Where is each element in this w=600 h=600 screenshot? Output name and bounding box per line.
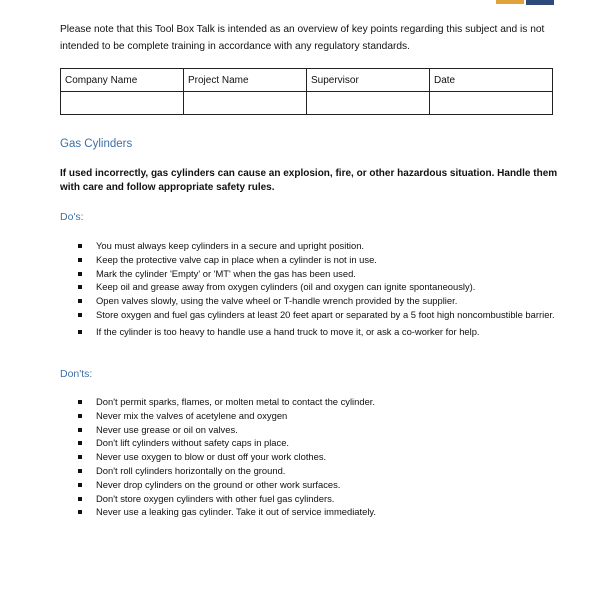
date-cell[interactable] [430, 92, 553, 115]
dos-item-text: You must always keep cylinders in a secure and upright position. [96, 240, 365, 251]
info-table-value-row [61, 92, 553, 115]
supervisor-cell[interactable] [307, 92, 430, 115]
bullet-icon [78, 428, 82, 432]
donts-list-item [78, 395, 573, 409]
dos-list-item [78, 267, 573, 281]
company-name-header: Company Name [61, 69, 184, 92]
dos-list [78, 239, 573, 339]
info-table-header-row [61, 69, 553, 92]
donts-list-item [78, 464, 573, 478]
dos-list-item [78, 325, 573, 339]
logo-orange-segment [496, 0, 524, 4]
bullet-icon [78, 285, 82, 289]
bullet-icon [78, 272, 82, 276]
bullet-icon [78, 441, 82, 445]
bullet-icon [78, 313, 82, 317]
dos-list-item [78, 239, 573, 253]
dos-list-item [78, 280, 573, 294]
bullet-icon [78, 244, 82, 248]
donts-list-item [78, 478, 573, 492]
bullet-icon [78, 414, 82, 418]
dos-item-text: Open valves slowly, using the valve wheel or T-handle wrench provided by the supplier. [96, 295, 458, 307]
project-name-cell[interactable] [184, 92, 307, 115]
logo-navy-segment [526, 0, 554, 5]
dos-item-text: Keep the protective valve cap in place when a cylinder is not in use. [96, 253, 377, 265]
bullet-icon [78, 400, 82, 404]
donts-list-item [78, 450, 573, 464]
dos-item-text: Mark the cylinder 'Empty' or 'MT' when the gas has been used. [96, 267, 356, 279]
intro-paragraph: If used incorrectly, gas cylinders can cause an explosion, fire, or other hazardous situation. Handle them with care and follow appropriate safety rules. [60, 168, 558, 193]
section-title: Gas Cylinders [60, 138, 133, 150]
donts-item-text: Don't lift cylinders without safety caps in place. [96, 437, 290, 449]
dos-item-text: If the cylinder is too heavy to handle use a hand truck to move it, or ask a co-worker for help. [96, 325, 480, 337]
donts-item-text: Never use oxygen to blow or dust off your work clothes. [96, 451, 327, 463]
bullet-icon [78, 258, 82, 262]
donts-list [78, 395, 573, 519]
bullet-icon [78, 510, 82, 514]
donts-list-item [78, 409, 573, 423]
company-logo [496, 0, 554, 6]
donts-item-text: Don't store oxygen cylinders with other fuel gas cylinders. [96, 492, 335, 504]
supervisor-header: Supervisor [307, 69, 430, 92]
donts-item-text: Never mix the valves of acetylene and oxygen [96, 409, 288, 421]
dos-list-item [78, 253, 573, 267]
donts-item-text: Never drop cylinders on the ground or other work surfaces. [96, 478, 341, 490]
bullet-icon [78, 469, 82, 473]
donts-item-text: Never use a leaking gas cylinder. Take it out of service immediately. [96, 506, 376, 518]
disclaimer-notice: Please note that this Tool Box Talk is intended as an overview of key points regarding this subject and is not intended to be complete training in accordance with any regulatory standards. [60, 24, 545, 52]
bullet-icon [78, 497, 82, 501]
dos-item-text: Store oxygen and fuel gas cylinders at least 20 feet apart or separated by a 5 foot high noncombustible barrier. [96, 308, 555, 320]
bullet-icon [78, 455, 82, 459]
bullet-icon [78, 330, 82, 334]
bullet-icon [78, 299, 82, 303]
donts-heading: Don'ts: [60, 368, 93, 380]
donts-list-item [78, 436, 573, 450]
bullet-icon [78, 483, 82, 487]
donts-list-item [78, 505, 573, 519]
dos-list-item [78, 294, 573, 308]
donts-list-item [78, 492, 573, 506]
dos-item-text: Keep oil and grease away from oxygen cylinders (oil and oxygen can ignite spontaneously). [96, 281, 476, 293]
dos-list-item [78, 308, 573, 322]
company-name-cell[interactable] [61, 92, 184, 115]
project-name-header: Project Name [184, 69, 307, 92]
donts-item-text: Never use grease or oil on valves. [96, 423, 238, 435]
donts-list-item [78, 423, 573, 437]
project-info-table [60, 68, 553, 115]
dos-heading: Do's: [60, 211, 84, 223]
date-header: Date [430, 69, 553, 92]
donts-item-text: Don't roll cylinders horizontally on the ground. [96, 464, 286, 476]
donts-item-text: Don't permit sparks, flames, or molten metal to contact the cylinder. [96, 396, 375, 407]
